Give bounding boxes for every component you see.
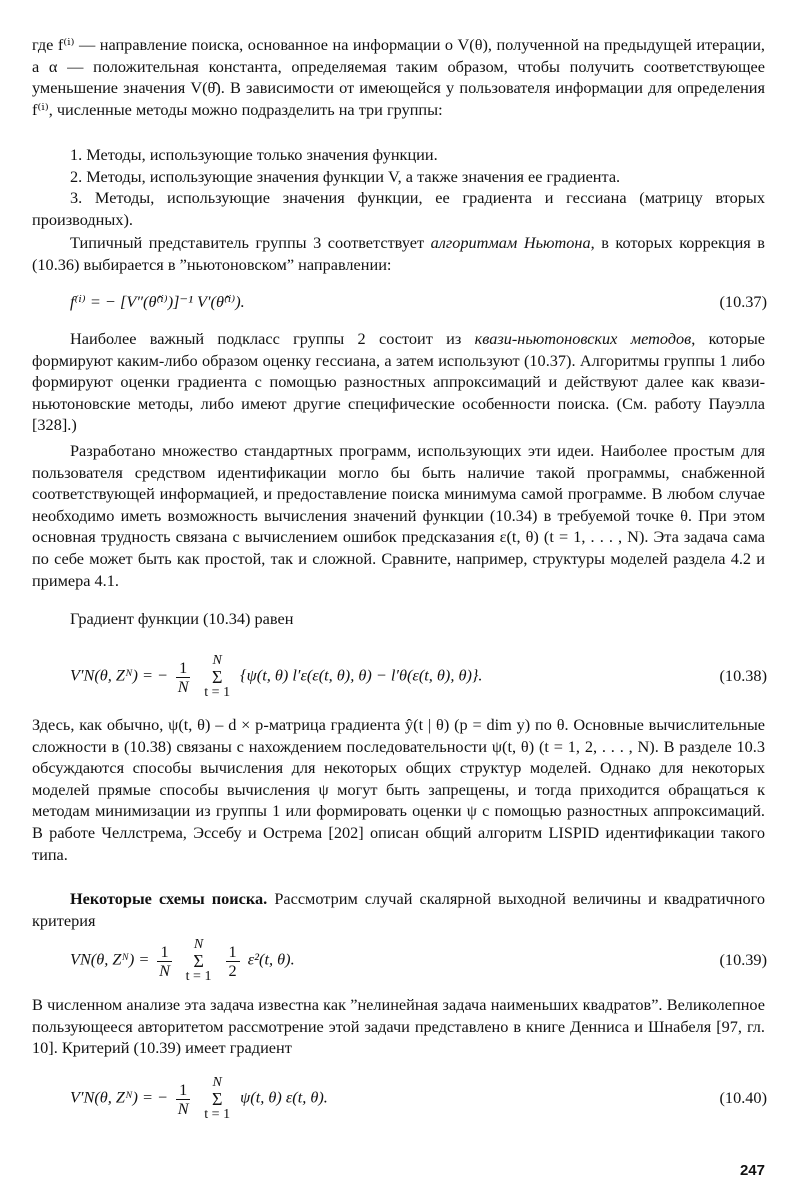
equation-number: (10.38) [719,666,767,685]
paragraph-gradient-matrix: Здесь, как обычно, ψ(t, θ) – d × p-матрица градиента ŷ(t | θ) (p = dim y) по θ. Основные вычислительные сложности в (10.38) связаны с нахождением последовательности ψ(t, θ) (t = 1, 2, . . . , N). В разделе 10.3 обсуждаются способы вычисления для некоторых общих структур моделей. Однако для некоторых моделей прямые способы вычисления ψ могут быть запрещены, и тогда приходится обращаться к методам минимизации из группы 1 или формировать оценки ψ с помощью разностных аппроксимаций. В работе Челлстрема, Эссебу и Острема [202] описан общий алгоритм LISPID идентификации такого типа. [32,715,765,864]
paragraph-search-direction: где f⁽ⁱ⁾ — направление поиска, основанное на информации о V(θ), полученной на предыдущей итерации, а α — положительная константа, определяемая таким образом, чтобы получить соответствующее уменьшение значения V(θ̂). В зависимости от имеющейся у пользователя информации для определения f⁽ⁱ⁾, численные методы можно подразделить на три группы: [32,35,765,119]
paragraph-least-squares: В численном анализе эта задача известна как ”нелинейная задача наименьших квадратов”. Великолепное пользующееся авторитетом рассмотрение этой задачи представлено в книге Денниса и Шнабеля [97, гл. 10]. Критерий (10.39) имеет градиент [32,995,765,1058]
equation-10-37 [32,292,767,322]
equation-10-40 [32,1074,767,1124]
paragraph-standard-programs: Разработано множество стандартных программ, использующих эти идеи. Наиболее простым для пользователя средством идентификации могло бы быть наличие такой программы, снабженной соответствующей информацией, и предоставление поиска минимума самой программе. В любом случае необходимо иметь возможность вычисления значений функции (10.34) в требуемой точке θ. При этом основная трудность связана с вычислением ошибок предсказания ε(t, θ) (t = 1, . . . , N). Эта задача сама по себе может быть как простой, так и сложной. Сравните, например, структуры моделей раздела 4.2 и примера 4.1. [32,441,765,590]
equation-number: (10.37) [719,292,767,311]
equation-formula: V′N(θ, Zᴺ) = − $\frac{1}{N}$ N Σ t = 1 ψ(t, θ) ε(t, θ). [70,1075,328,1122]
equation-formula: VN(θ, Zᴺ) = $\frac{1}{N}$ N Σ t = 1 $\frac{1}{2}$ ε²(t, θ). [70,937,295,984]
list-item: 3. Методы, использующие значения функции, ее градиента и гессиана (матрицу вторых производных). [32,188,765,229]
method-groups-list [32,144,765,230]
list-item: 1. Методы, использующие только значения функции. [70,145,438,164]
equation-number: (10.39) [719,950,767,969]
paragraph-gradient-intro: Градиент функции (10.34) равен [70,609,294,628]
paragraph-quasi-newton: Наиболее важный подкласс группы 2 состоит из квази-ньютоновских методов, которые формируют каким-либо образом оценку гессиана, а затем используют (10.37). Алгоритмы группы 1 либо формируют оценки градиента с помощью разностных аппроксимаций и действуют далее как квази-ньютоновские методы, либо имеют другие специфические особенности поиска. (См. работу Пауэлла [328].) [32,329,766,435]
list-item: 2. Методы, использующие значения функции V, а также значения ее градиента. [70,166,621,186]
equation-10-39 [32,936,767,986]
page-number: 247 [739,1162,765,1179]
paragraph-newton: Типичный представитель группы 3 соответствует алгоритмам Ньютона, в которых коррекция в (10.36) выбирается в ”ньютоновском” направлении: [32,233,765,274]
equation-10-38 [32,650,767,700]
equation-formula: V′N(θ, Zᴺ) = − $\frac{1}{N}$ N Σ t = 1 {ψ(t, θ) l′ε(ε(t, θ), θ) − l′θ(ε(t, θ), θ)}. [70,653,483,700]
equation-number: (10.40) [719,1088,767,1107]
equation-formula: f⁽ⁱ⁾ = − [V″(θ̂⁽ⁱ⁾)]⁻¹ V′(θ̂⁽ⁱ⁾). [70,292,245,311]
paragraph-search-schemes: Некоторые схемы поиска. Рассмотрим случай скалярной выходной величины и квадратичного критерия [32,889,765,930]
